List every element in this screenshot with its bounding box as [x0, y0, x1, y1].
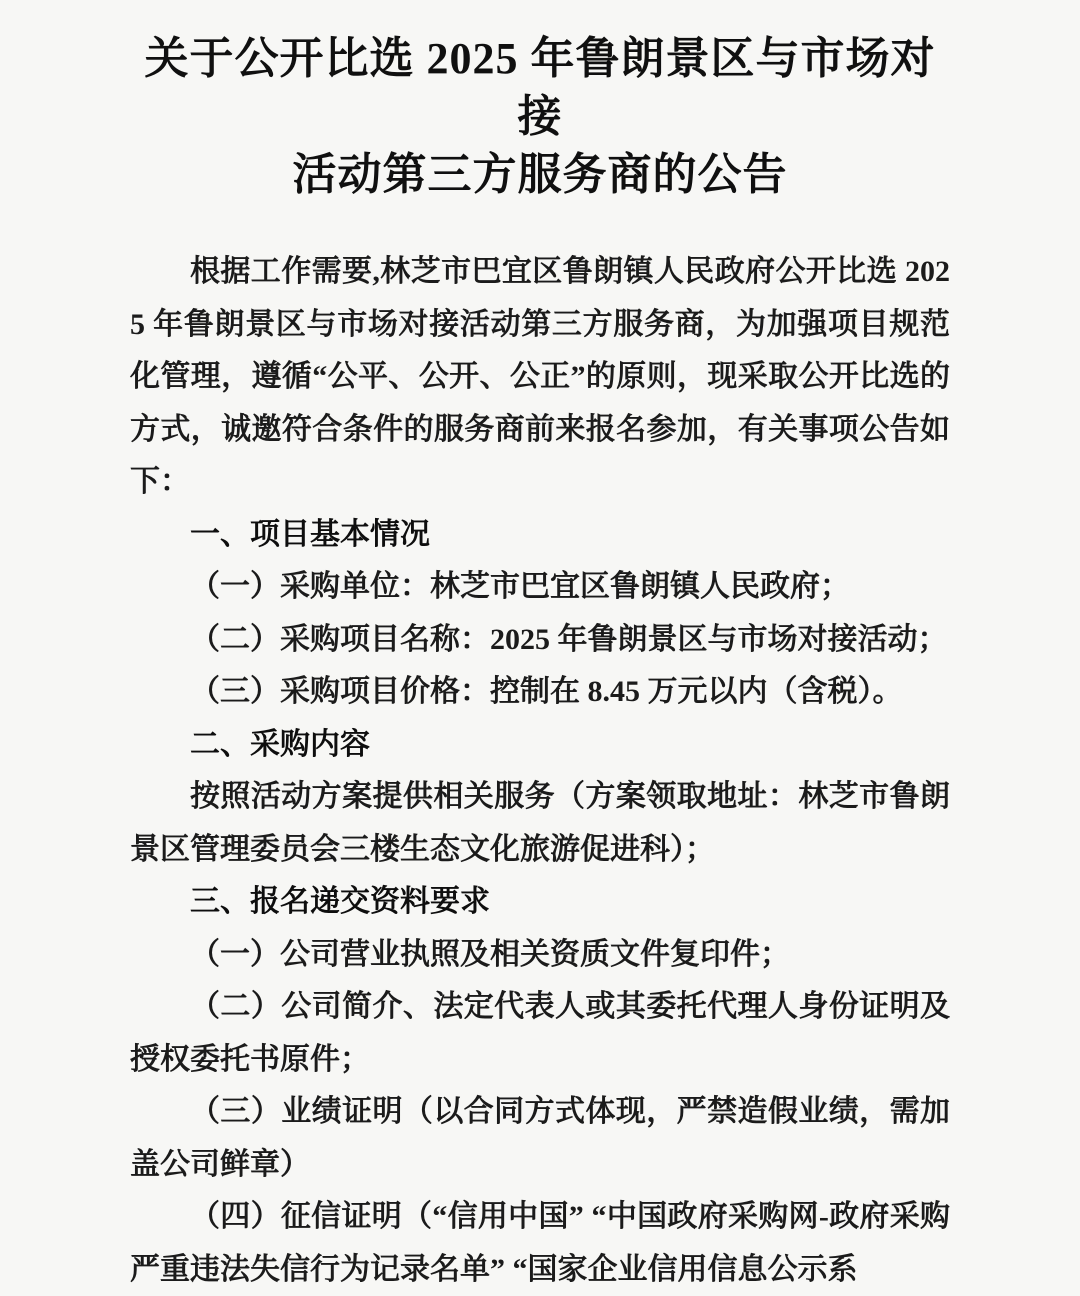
section-heading-procurement-content: 二、采购内容 — [190, 727, 370, 761]
paragraph-material-license: （一）公司营业执照及相关资质文件复印件； — [190, 937, 790, 971]
paragraph-intro: 根据工作需要,林芝市巴宜区鲁朗镇人民政府公开比选 2025 年鲁朗景区与市场对接活动第三方服务商，为加强项目规范化管理，遵循“公平、公开、公正”的原则，现采取公开比选的方式，诚邀符合条件的服务商前来报名参加，有关事项公告如下： — [130, 255, 950, 499]
section-heading-application-materials: 三、报名递交资料要求 — [190, 885, 490, 919]
paragraph-project-price: （三）采购项目价格：控制在 8.45 万元以内（含税）。 — [190, 675, 903, 709]
paragraph-material-identity: （二）公司简介、法定代表人或其委托代理人身份证明及授权委托书原件； — [130, 990, 950, 1076]
paragraph-material-credit: （四）征信证明（“信用中国” “中国政府采购网-政府采购严重违法失信行为记录名单” “国家企业信用信息公示系 — [130, 1200, 950, 1286]
document-title — [130, 30, 950, 204]
document-body — [130, 246, 950, 1296]
paragraph-service-scope: 按照活动方案提供相关服务（方案领取地址：林芝市鲁朗景区管理委员会三楼生态文化旅游促进科）； — [130, 780, 950, 866]
paragraph-purchasing-unit: （一）采购单位：林芝市巴宜区鲁朗镇人民政府； — [190, 570, 850, 604]
title-line-1: 关于公开比选 2025 年鲁朗景区与市场对接 — [144, 34, 936, 142]
paragraph-material-performance: （三）业绩证明（以合同方式体现，严禁造假业绩，需加盖公司鲜章） — [130, 1095, 950, 1181]
paragraph-project-name: （二）采购项目名称：2025 年鲁朗景区与市场对接活动； — [190, 622, 948, 656]
section-heading-project-basics: 一、项目基本情况 — [190, 517, 430, 551]
title-line-2: 活动第三方服务商的公告 — [292, 150, 788, 200]
